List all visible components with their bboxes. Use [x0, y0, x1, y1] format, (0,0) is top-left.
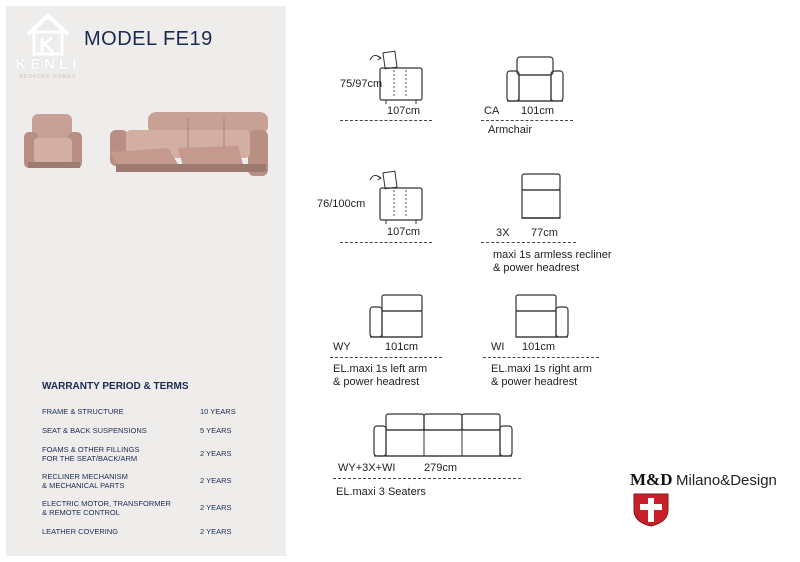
divider-line	[483, 357, 599, 358]
warranty-period: 2 YEARS	[200, 527, 232, 536]
warranty-term: FRAME & STRUCTURE	[42, 407, 124, 416]
module-width: 107cm	[387, 226, 421, 238]
module-code: WY+3X+WI	[338, 462, 396, 474]
brand-mark: M&D	[630, 470, 673, 489]
divider-line	[340, 242, 432, 243]
warranty-period: 5 YEARS	[200, 426, 232, 435]
kenli-logo	[12, 12, 84, 80]
module-height: 76/100cm	[317, 198, 366, 210]
module-height: 75/97cm	[340, 78, 383, 90]
module-description: EL.maxi 1s right arm	[491, 363, 592, 375]
shield-cross-icon	[632, 492, 670, 528]
divider-line	[481, 120, 573, 121]
module-description: EL.maxi 3 Seaters	[336, 486, 426, 498]
brand-name: Milano&Design	[676, 472, 777, 489]
warranty-period: 2 YEARS	[200, 449, 232, 458]
divider-line	[330, 357, 442, 358]
left-arm-recliner-drawing	[368, 293, 428, 341]
module-description: Armchair	[488, 124, 533, 136]
warranty-period: 2 YEARS	[200, 503, 232, 512]
warranty-term: FOAMS & OTHER FILLINGS FOR THE SEAT/BACK/ARM	[42, 445, 140, 463]
module-code: WY	[333, 341, 351, 353]
right-arm-recliner-drawing	[512, 293, 572, 341]
module-code: WI	[491, 341, 505, 353]
side-view-drawing	[360, 48, 432, 106]
module-description: & power headrest	[333, 376, 420, 388]
divider-line	[481, 242, 576, 243]
module-width: 107cm	[387, 105, 421, 117]
warranty-term: LEATHER COVERING	[42, 527, 119, 536]
house-logo-icon	[24, 12, 72, 56]
logo-wordmark: KENLI	[15, 56, 81, 73]
module-width: 101cm	[522, 341, 556, 353]
module-width: 279cm	[424, 462, 458, 474]
logo-subtext: BESPOKE HOMES	[19, 74, 77, 80]
armchair-photo	[24, 114, 82, 168]
module-width: 77cm	[531, 227, 558, 239]
module-code: CA	[484, 105, 500, 117]
module-description: & power headrest	[491, 376, 578, 388]
warranty-period: 10 YEARS	[200, 407, 236, 416]
armless-recliner-drawing	[518, 172, 564, 222]
module-description: EL.maxi 1s left arm	[333, 363, 428, 375]
page-title: MODEL FE19	[84, 28, 213, 50]
module-code: 3X	[496, 227, 510, 239]
divider-line	[340, 120, 432, 121]
warranty-period: 2 YEARS	[200, 476, 232, 485]
warranty-term: RECLINER MECHANISM & MECHANICAL PARTS	[42, 472, 128, 490]
module-description: maxi 1s armless recliner	[493, 249, 612, 261]
warranty-term: SEAT & BACK SUSPENSIONS	[42, 426, 147, 435]
module-width: 101cm	[385, 341, 419, 353]
divider-line	[333, 478, 521, 479]
armchair-front-drawing	[505, 55, 567, 105]
three-seater-drawing	[372, 412, 514, 462]
warranty-term: ELECTRIC MOTOR, TRANSFORMER & REMOTE CONTROL	[42, 499, 171, 517]
sofa-product-photo	[18, 108, 273, 188]
side-view-drawing	[360, 168, 432, 226]
module-width: 101cm	[521, 105, 555, 117]
milano-design-brand	[630, 470, 790, 540]
warranty-heading: WARRANTY PERIOD & TERMS	[42, 381, 189, 392]
three-seater-photo	[110, 112, 268, 176]
module-description: & power headrest	[493, 262, 580, 274]
